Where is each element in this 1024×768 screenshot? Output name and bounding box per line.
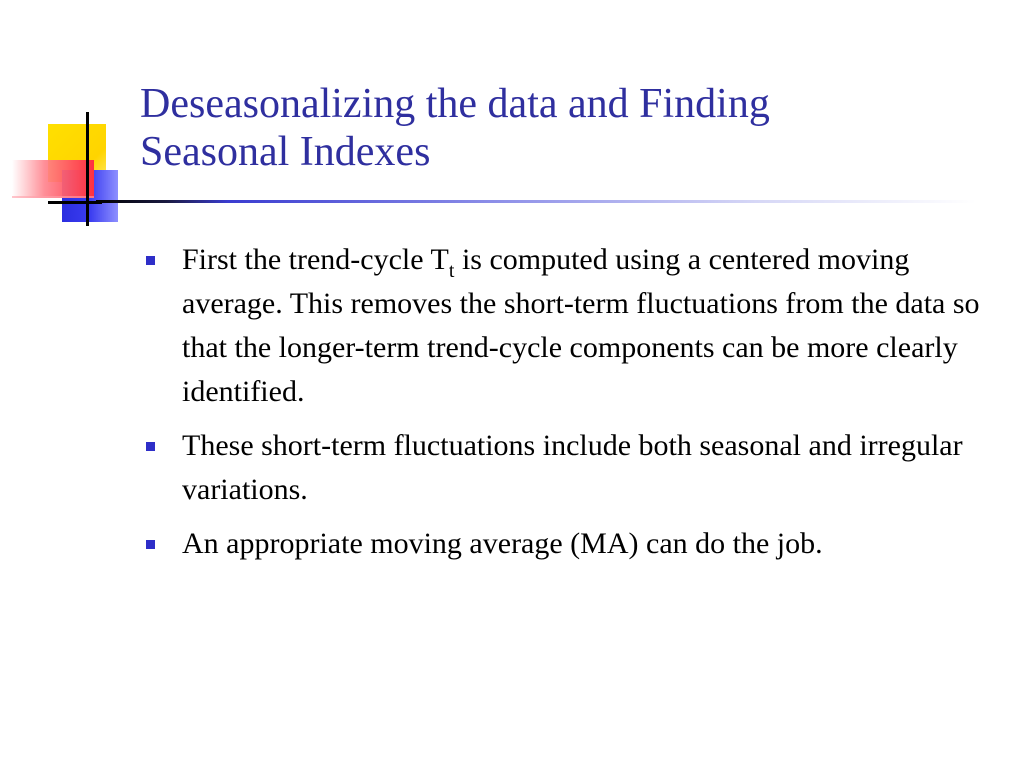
square-bullet-icon <box>146 256 155 265</box>
logo-vertical-line <box>86 112 89 226</box>
slide-title-line-1: Deseasonalizing the data and Finding <box>140 81 770 127</box>
logo-horizontal-line <box>48 201 102 204</box>
bullet-item <box>140 424 980 512</box>
logo-red-bar <box>12 160 94 198</box>
square-bullet-icon <box>146 442 155 451</box>
square-bullet-icon <box>146 540 155 549</box>
slide-title <box>140 80 980 176</box>
bullet-list <box>140 238 980 576</box>
slide-title-line-2: Seasonal Indexes <box>140 129 431 175</box>
bullet-text: An appropriate moving average (MA) can do the job. <box>182 527 823 560</box>
bullet-item <box>140 522 980 566</box>
bullet-text-prefix: First the trend-cycle T <box>182 243 449 276</box>
subscript-t: t <box>448 260 455 282</box>
bullet-text: These short-term fluctuations include both seasonal and irregular variations. <box>182 429 963 506</box>
bullet-item <box>140 238 980 414</box>
title-underline-rule <box>96 200 976 203</box>
bullet-text-suffix: is computed using a centered moving average. This removes the short-term fluctuations from the data so that the longer-term trend-cycle components can be more clearly identified. <box>182 243 980 408</box>
